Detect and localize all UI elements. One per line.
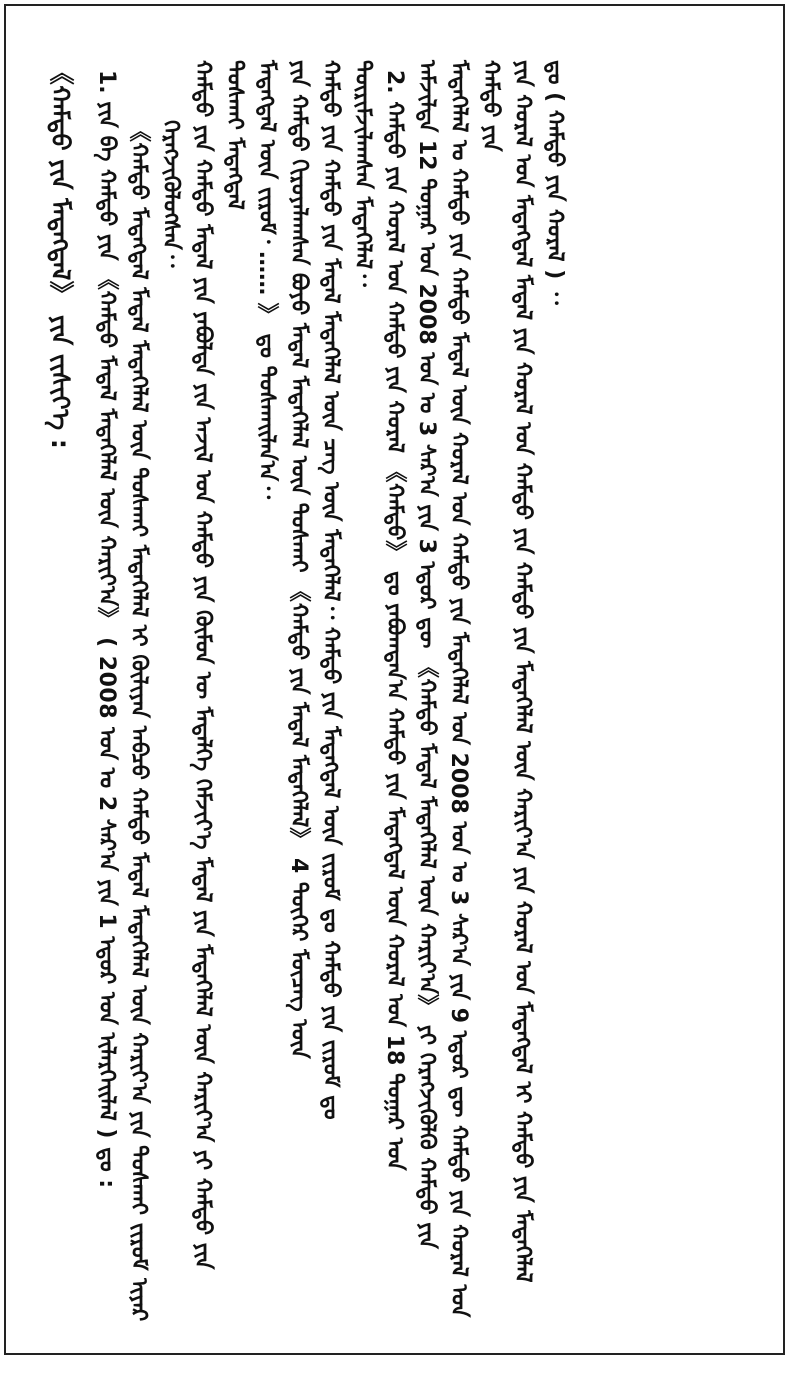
paragraph-column: 1. ᠶᠢᠨ ᠪᠠ ᠬᠠᠮᠲᠤ ᠶᠢᠨ 《ᠬᠠᠮᠲᠤ ᠮᠡᠳᠡᠯ ᠮᠡᠳᠡᠭᠡᠯᠡᠯ ᠦᠨ ᠬᠠᠷᠢᠶ᠎ᠠ》 ( 2008 ᠣᠨ ᠤ 2 ᠰᠠᠷ᠎ᠠ ᠶᠢᠨ 1 ᠡᠳᠦᠷ ᠤᠨ ᠢᠯᠡᠷᠬᠡᠢᠯᠡᠯ ) ᠳᠤ : [94,70,119,1189]
paragraph-column: ᠬᠠᠮᠲᠤ ᠶᠢᠨ ᠬᠠᠮᠲᠤ ᠮᠡᠳᠡᠯ ᠶᠢᠨ ᠶᠠᠪᠤᠯᠲᠠ ᠶᠢᠨ ᠠᠵᠢᠯ ᠤᠨ ᠬᠠᠮᠲᠤ ᠶᠢᠨ ᠬᠦᠮᠦᠨ ᠦ ᠮᠡᠳᠡᠯᠭᠡ ᠬᠡᠮᠵᠢᠶ᠎ᠡ ᠮᠡᠳᠡᠯ ᠶᠢᠨ ᠮᠡᠳᠡᠭᠡᠯᠡᠯ ᠦᠨ ᠬᠠᠷᠢᠶ᠎ᠠ ᠶᠢ ᠬᠠᠮᠲᠤ ᠶᠢᠨ ᠲᠤᠰᠬᠠᠢ ᠮᠡᠳᠡᠭᠳᠡᠯ [190,60,247,1270]
paragraph-column: 《ᠬᠠᠮᠲᠤ ᠮᠡᠳᠡᠭᠳᠡᠯ ᠮᠡᠳᠡᠯ ᠮᠡᠳᠡᠭᠡᠯᠡᠯ ᠦᠨ ᠲᠤᠰᠬᠠᠢ ᠮᠡᠳᠡᠭᠡᠯᠡᠯ ᠢ ᠬᠦᠯᠢᠶᠡᠨ ᠠᠪᠴᠤ ᠬᠠᠮᠲᠤ ᠮᠡᠳᠡᠯ ᠮᠡᠳᠡᠭᠡᠯᠡᠯ ᠦᠨ ᠬᠠᠷᠢᠶ᠎ᠠ ᠶᠢᠨ ᠲᠤᠰᠬᠠᠢ ᠵᠢᠷᠤᠮ ᠢᠶᠠᠷ ᠬᠡᠷᠡᠭᠵᠢᠭᠦᠯᠦᠭᠰᠡᠨ᠂᠂ [126,120,183,1322]
paragraph-column: ᠮᠡᠳᠡᠭᠡᠯᠡᠯ ᠤ ᠬᠠᠮᠲᠤ ᠶᠢᠨ ᠬᠠᠮᠲᠤ ᠮᠡᠳᠡᠯ ᠦᠨ ᠬᠤᠷᠠᠯ ᠤᠨ ᠬᠠᠮᠲᠤ ᠶᠢᠨ ᠮᠡᠳᠡᠭᠡᠯᠡᠯ ᠤᠨ 2008 ᠣᠨ ᠤ 3 ᠰᠠᠷ᠎ᠠ ᠶᠢᠨ 9 ᠡᠳᠦᠷ ᠳᠦ ᠬᠠᠮᠲᠤ ᠶᠢᠨ ᠬᠤᠷᠠᠯ ᠤᠨ ᠬᠠᠮᠲᠤ ᠶᠢᠨ [446,60,503,1318]
paragraph-column: ᠶᠢᠨ ᠬᠤᠷᠠᠯ ᠤᠨ ᠮᠡᠳᠡᠭᠳᠡᠯ ᠮᠡᠳᠡᠯ ᠶᠢᠨ ᠬᠤᠷᠠᠯ ᠤᠨ ᠬᠠᠮᠲᠤ ᠶᠢᠨ ᠬᠠᠮᠲᠤ ᠶᠢᠨ ᠮᠡᠳᠡᠭᠡᠯᠡᠯ ᠦᠨ ᠬᠠᠷᠢᠶ᠎ᠠ ᠶᠢᠨ ᠬᠤᠷᠠᠯ ᠤᠨ ᠮᠡᠳᠡᠭᠳᠡᠯ ᠢ ᠬᠠᠮᠲᠤ ᠶᠢᠨ ᠮᠡᠳᠡᠭᠡᠯᠡᠯ [510,60,535,1283]
paragraph-column: ᠶᠢᠨ ᠬᠠᠮᠲᠤ ᠬᠢᠷᠤᠶᠠᠯᠠᠭᠰᠠᠨ ᠪᠤᠶᠤ ᠮᠡᠳᠡᠯ ᠮᠡᠳᠡᠭᠡᠯᠡᠯ ᠦᠨ ᠲᠤᠰᠬᠠᠢ 《ᠬᠠᠮᠲᠤ ᠶᠢᠨ ᠮᠡᠳᠡᠯ ᠮᠡᠳᠡᠭᠡᠯᠡᠯ》 4 ᠳᠦᠭᠡᠷ ᠮᠦᠴᠡᠭ ᠦᠨ [286,60,311,1059]
document-title: 《ᠬᠠᠮᠲᠤ ᠶᠢᠨ ᠮᠡᠳᠡᠭᠳᠡᠯ》 ᠶᠢᠨ ᠵᠢᠱᠢᠶ᠎ᠡ : [46,60,75,449]
paragraph-column: 2. ᠬᠠᠮᠲᠤ ᠶᠢᠨ ᠬᠤᠷᠠᠯ ᠤᠨ ᠬᠠᠮᠲᠤ ᠶᠢᠨ ᠬᠤᠷᠠᠯ 《ᠬᠠᠮᠲᠤ》 ᠳᠤ ᠶᠠᠪᠤᠭᠳᠠᠨ᠎ᠠ ᠬᠠᠮᠲᠤ ᠶᠢᠨ ᠮᠡᠳᠡᠭᠳᠡᠯ ᠦᠨ ᠬᠤᠷᠠᠯ ᠤᠨ 18 ᠳᠤᠭᠠᠷ ᠤᠨ [382,70,407,1171]
paragraph-column: ᠳᠦᠷᠢᠮᠵᠢᠯᠠᠭᠰᠠᠨ ᠮᠡᠳᠡᠭᠡᠯᠡᠯ᠂᠂ [350,60,375,287]
paragraph-column: ᠳᠤ ( ᠬᠠᠮᠲᠤ ᠶᠢᠨ ᠬᠤᠷᠠᠯ ) ᠂᠂ [542,60,567,305]
paragraph-column: ᠠᠮᠵᠢᠯᠲᠠ 12 ᠳᠤᠭᠠᠷ ᠤᠨ 2008 ᠣᠨ ᠤ 3 ᠰᠠᠷ᠎ᠠ ᠶᠢᠨ 3 ᠡᠳᠦᠷ ᠳᠦ 《ᠬᠠᠮᠲᠤ ᠮᠡᠳᠡᠯ ᠮᠡᠳᠡᠭᠡᠯᠡᠯ ᠦᠨ ᠬᠠᠷᠢᠶ᠎ᠠ》 ᠶᠢ ᠬᠡᠷᠡᠭᠵᠢᠭᠦᠯᠬᠦ ᠬᠠᠮᠲᠤ ᠶᠢᠨ [414,60,439,1249]
paragraph-column: ᠬᠠᠮᠲᠤ ᠶᠢᠨ ᠬᠠᠮᠲᠤ ᠶᠢᠨ ᠮᠡᠳᠡᠯ ᠮᠡᠳᠡᠭᠡᠯᠡᠯ ᠦᠨ ᠴᠡᠭ ᠦᠨ ᠮᠡᠳᠡᠭᠡᠯᠡᠯ᠂᠂ ᠬᠠᠮᠲᠤ ᠶᠢᠨ ᠮᠡᠳᠡᠭᠳᠡᠯ ᠦᠨ ᠵᠢᠷᠤᠮ ᠳᠤ ᠬᠠᠮᠲᠤ ᠶᠢᠨ ᠵᠢᠷᠤᠮ ᠳᠤ [318,60,343,1120]
document-body [30,60,750,1320]
paragraph-column: ᠮᠡᠳᠡᠭᠳᠡᠯ ᠦᠨ ᠵᠢᠷᠤᠮ᠂ …… 》 ᠳᠤ ᠲᠤᠰᠬᠠᠢᠯᠠᠨ᠎ᠠ᠂᠂ [254,60,279,499]
